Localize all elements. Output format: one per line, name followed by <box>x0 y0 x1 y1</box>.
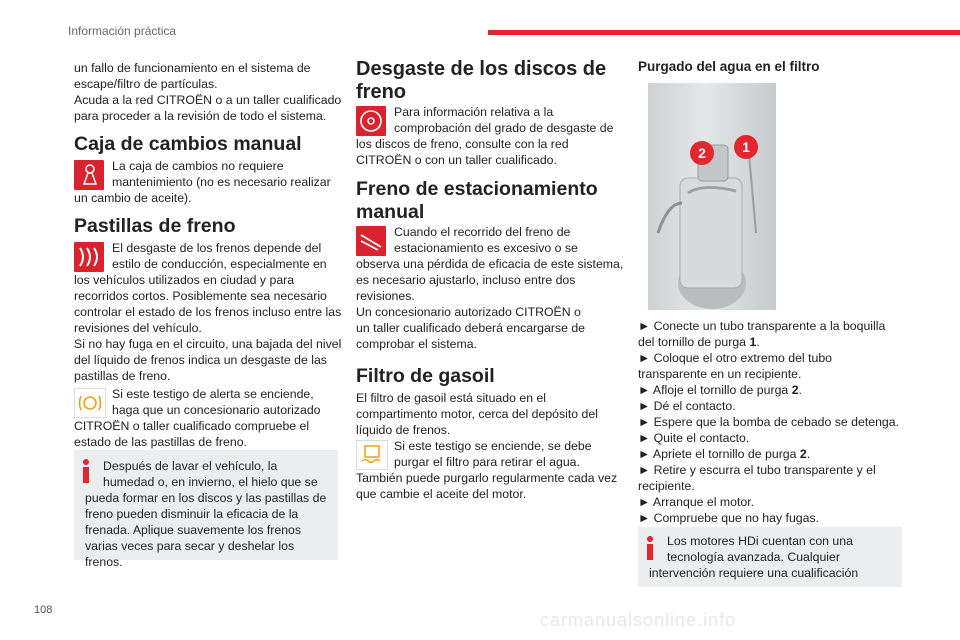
purge-steps-list <box>638 318 908 526</box>
step-item: ► Retire y escurra el tubo transparente y el <box>638 463 876 477</box>
purge-screw-2-marker: 2 <box>690 141 714 165</box>
parking-brake-title: Freno de estacionamiento manual <box>356 178 598 223</box>
section-header: Información práctica <box>68 24 177 38</box>
brake-pads-title: Pastillas de freno <box>74 215 236 237</box>
brake-pads-text: El desgaste de los frenos depende del estilo de conducción, especialmente en los vehículos utilizados en ciudad y para recorridos cortos. Posiblemente sea necesario controlar el estado de los frenos incluso entre las revisiones del vehículo. Si no hay fuga en el circuito, una bajada del nivel del líquido de frenos indica un desgaste de las pastillas de freno. <box>74 241 342 383</box>
brake-warning-text: Si este testigo de alerta se enciende, haga que un concesionario autorizado CITROËN o taller cualificado compruebe el estado de las pastillas de freno. <box>74 387 321 449</box>
gearbox-text: La caja de cambios no requiere mantenimiento (no es necesario realizar un cambio de aceite). <box>74 159 331 205</box>
hdi-note-box: Los motores HDi cuentan con una tecnología avanzada. Cualquier intervención requiere una cualificación <box>638 527 902 587</box>
step-item: ► Coloque el otro extremo del tubo <box>638 351 833 365</box>
parking-brake-text: Cuando el recorrido del freno de estacionamiento es excesivo o se observa una pérdida de eficacia de este sistema, es necesario ajustarlo, incluso entre dos revisiones. Un concesionario autorizado CITROËN o un taller cualificado deberá encargarse de comprobar el sistema. <box>356 225 624 351</box>
brake-discs-text: Para información relativa a la comprobación del grado de desgaste de los discos de freno, consulte con la red CITROËN o con un taller cualificado. <box>356 105 614 167</box>
header-accent-bar <box>488 30 960 35</box>
step-item: recipiente. <box>638 479 695 493</box>
step-item: ► Espere que la bomba de cebado se detenga. <box>638 415 900 429</box>
step-item: ► Compruebe que no hay fugas. <box>638 511 820 525</box>
step-item: ► Arranque el motor. <box>638 495 755 509</box>
purge-screw-1-marker: 1 <box>734 135 758 159</box>
intro-paragraph: un fallo de funcionamiento en el sistema de escape/filtro de partículas. Acuda a la red CITROËN o a un taller cualificado para proceder a la revisión de todo el sistema. <box>74 61 342 123</box>
brake-note-box: Después de lavar el vehículo, la humedad o, en invierno, el hielo que se pueda formar en los discos y las pastillas de freno pueden disminuir la eficacia de la frenada. Aplique suavemente los frenos varias veces para secar y deshelar los frenos. <box>74 450 338 560</box>
diesel-filter-text: El filtro de gasoil está situado en el compartimento motor, cerca del depósito del líquido de frenos. <box>356 391 598 437</box>
step-item: ► Dé el contacto. <box>638 399 736 413</box>
gearbox-title: Caja de cambios manual <box>74 133 302 155</box>
water-in-fuel-text: Si este testigo se enciende, se debe purgar el filtro para retirar el agua. También puede purgarlo regularmente cada vez que cambie el aceite del motor. <box>356 439 618 501</box>
step-item: ► Quite el contacto. <box>638 431 750 445</box>
step-item: ► Afloje el tornillo de purga 2. <box>638 383 802 397</box>
page-number: 108 <box>34 604 53 616</box>
brake-discs-title: Desgaste de los discos de freno <box>356 58 607 103</box>
step-item: del tornillo de purga 1. <box>638 335 760 349</box>
water-purge-title: Purgado del agua en el filtro <box>638 59 820 74</box>
step-item: ► Apriete el tornillo de purga 2. <box>638 447 811 461</box>
diesel-filter-title: Filtro de gasoil <box>356 365 495 387</box>
watermark: carmanualsonline.info <box>540 610 737 630</box>
step-item: ► Conecte un tubo transparente a la boquilla <box>638 319 886 333</box>
step-item: transparente en un recipiente. <box>638 367 802 381</box>
fuel-filter-photo <box>648 83 776 310</box>
